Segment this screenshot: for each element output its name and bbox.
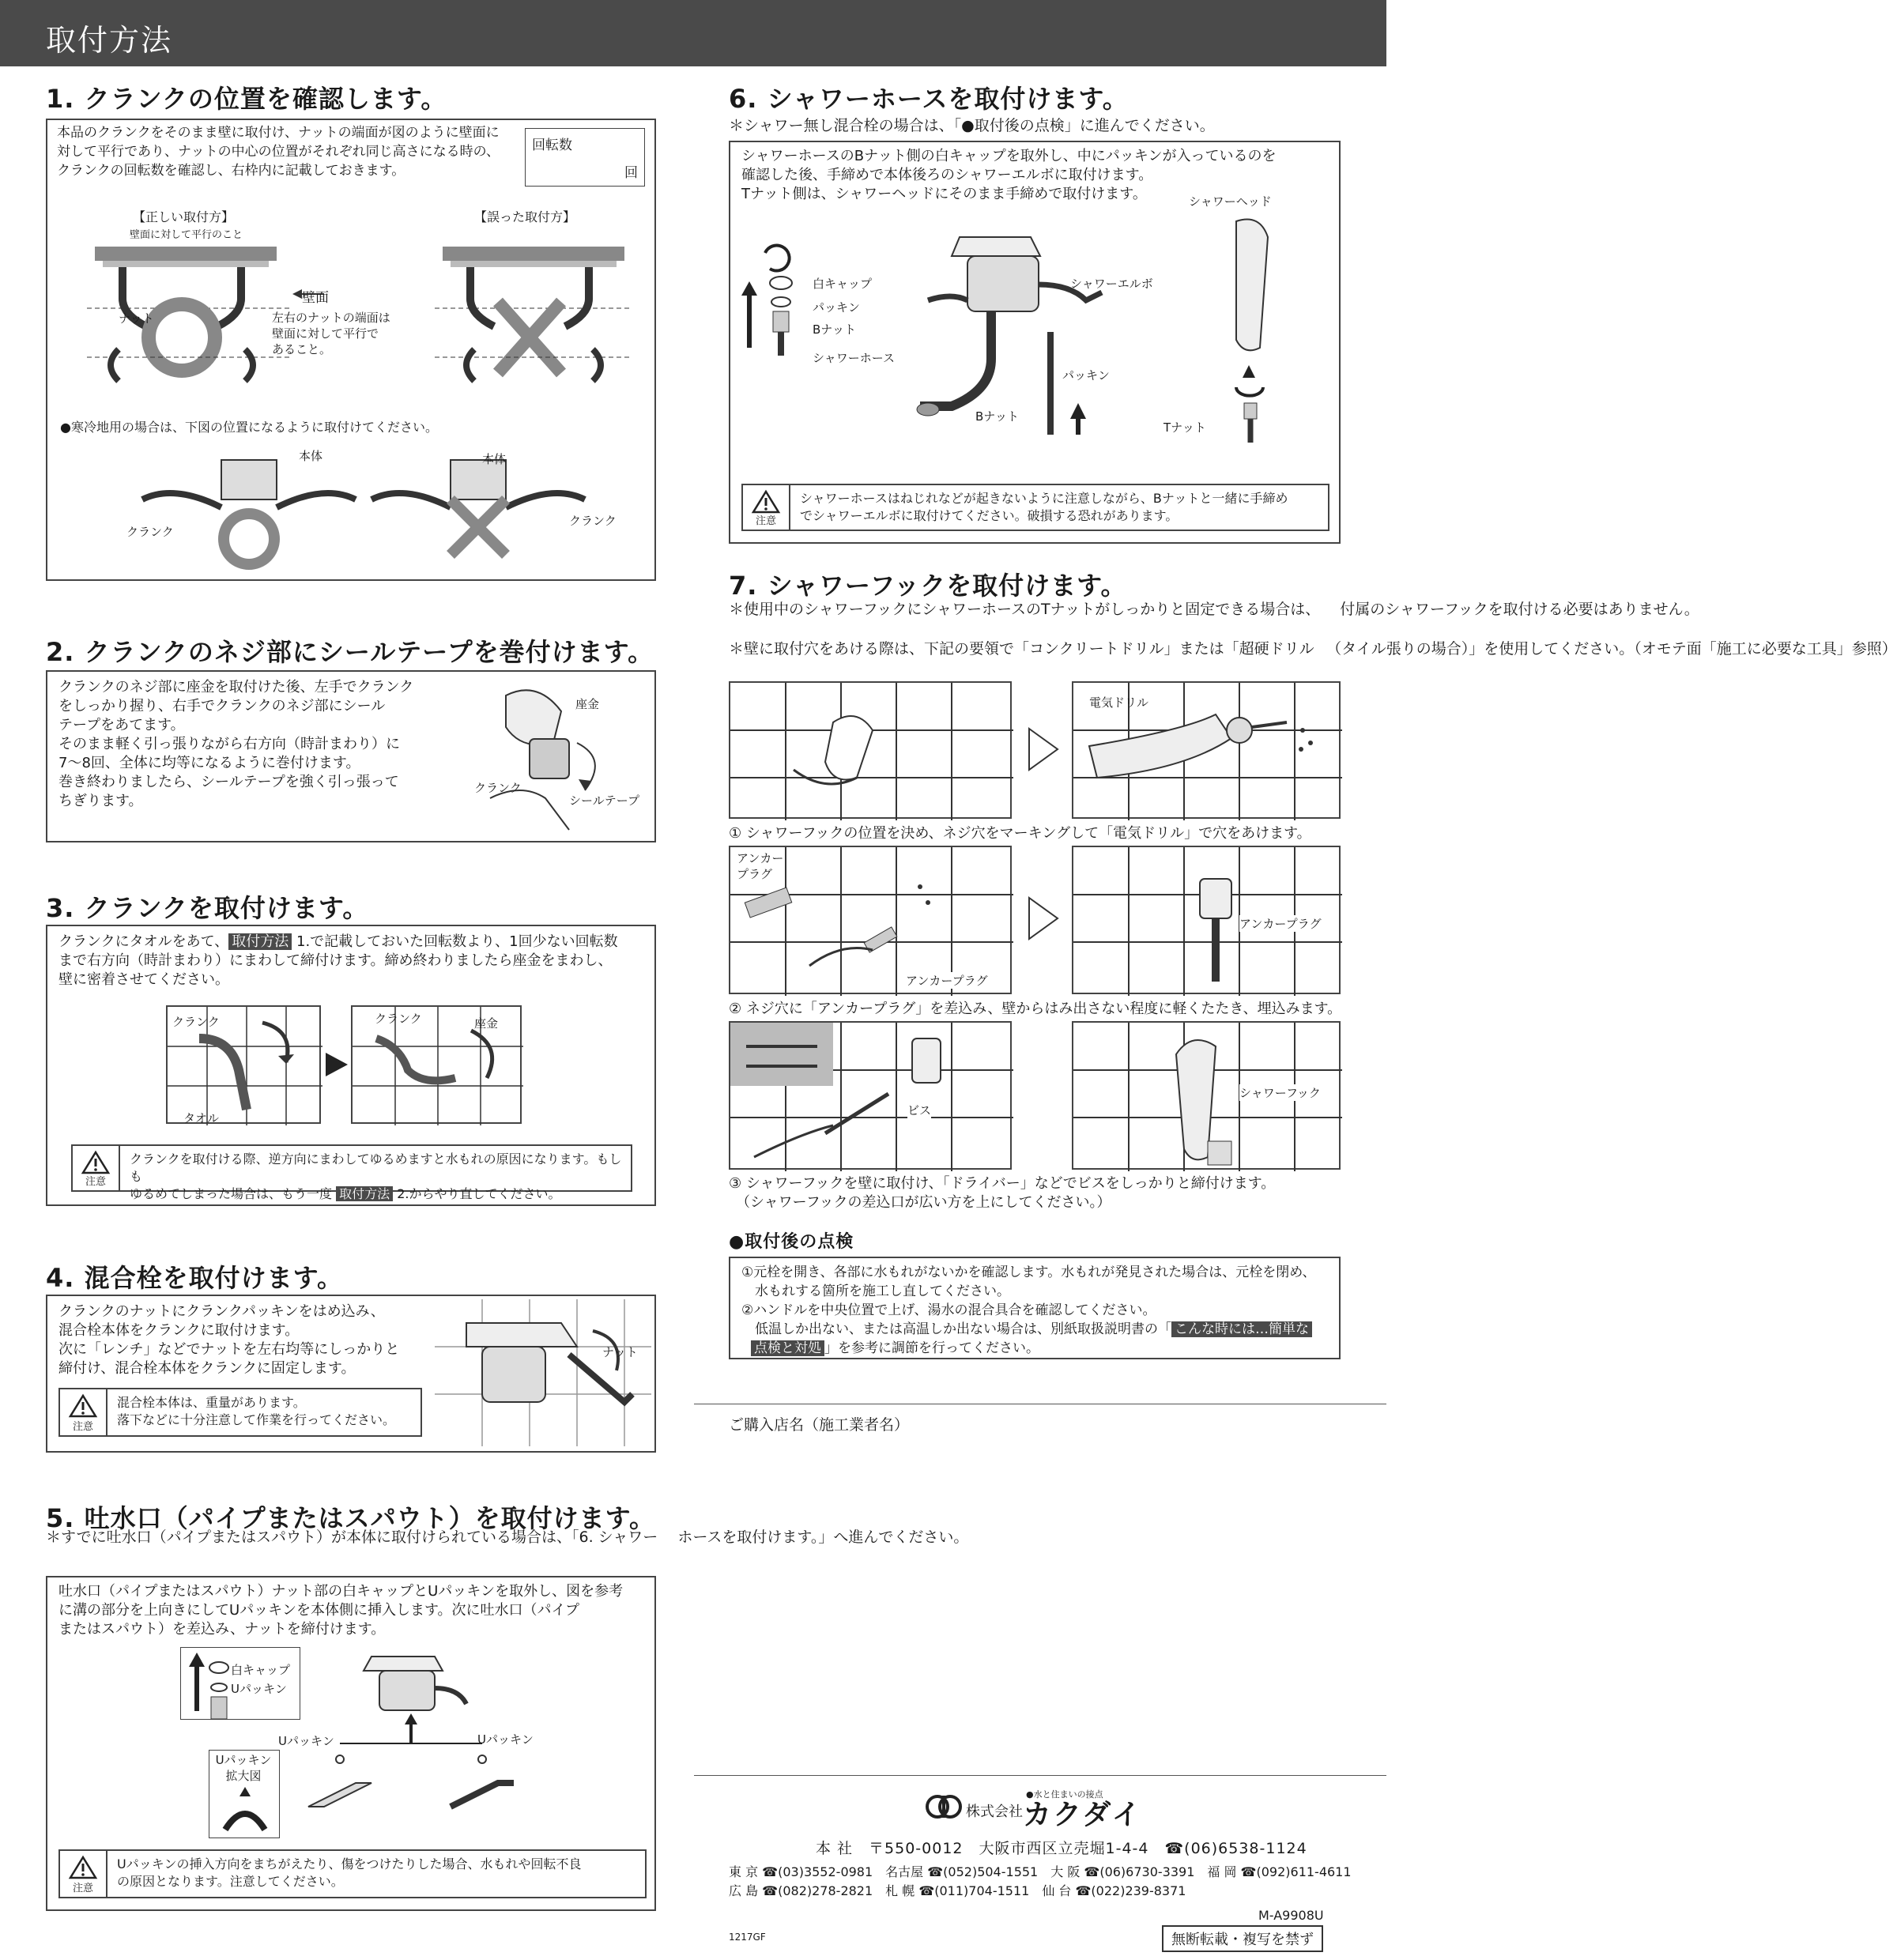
section-4-box <box>46 1295 656 1453</box>
section-4-warning-text: 混合栓本体は、重量があります。 落下などに十分注意して作業を行ってください。 <box>117 1395 396 1427</box>
step3-caption: ③ シャワーフックを壁に取付け、「ドライバー」などでビスをしっかりと締付けます。 （シャワーフックの差込口が広い方を上にしてください。） <box>729 1175 1276 1211</box>
headquarters-address: 本 社 〒550-0012 大阪市西区立売堀1-4-4 ☎(06)6538-1124 <box>816 1840 1307 1857</box>
step2-photo-anchor <box>729 846 1012 994</box>
anchor-plug-label-b: アンカープラグ <box>906 974 988 988</box>
page-title: 取付方法 <box>46 23 173 58</box>
packing-label-6b: パッキン <box>1062 368 1110 383</box>
section-4-body: クランクのナットにクランクパッキンをはめ込み、 混合栓本体をクランクに取付けます。 次に「レンチ」などでナットを左右均等にしっかりと 締付け、混合栓本体をクランクに固定します。 <box>58 1303 400 1377</box>
document-code: M-A9908U <box>1258 1908 1324 1923</box>
shower-hose-label: シャワーホース <box>813 351 895 365</box>
shower-head-illustration <box>1205 213 1299 443</box>
section-5-body: 吐水口（パイプまたはスパウト）ナット部の白キャップとUパッキンを取外し、図を参考 に溝の部分を上向きにしてUパッキンを本体側に挿入します。次に吐水口（パイプ またはスパウト）を差込み、ナットを締付けます。 <box>58 1583 624 1638</box>
check-highlight-2: 点検と対処 <box>751 1340 824 1356</box>
section-1-body: 本品のクランクをそのまま壁に取付け、ナットの端面が図のように壁面に 対して平行であり、ナットの中心の位置がそれぞれ同じ高さになる時の、 クランクの回転数を確認し、右枠内に記載しておきます。 <box>57 125 500 179</box>
kakudai-logo-icon <box>926 1791 961 1822</box>
section-7-title: 7. シャワーフックを取付けます。 <box>729 571 1127 601</box>
section-5-note: ＊すでに吐水口（パイプまたはスパウト）が本体に取付けられている場合は、「6. シャワー ホースを取付けます。」へ進んでください。 <box>46 1528 969 1546</box>
washer-label-3: 座金 <box>474 1016 499 1031</box>
section-3-body-b: 1.で記載しておいた回転数より、1回少ない回転数 <box>292 933 618 950</box>
body-label-1: 本体 <box>299 449 323 463</box>
rotation-count-label: 回転数 <box>532 138 572 153</box>
step3-photo-screw <box>729 1021 1012 1170</box>
section-5-warning <box>58 1849 647 1898</box>
seal-tape-illustration <box>474 680 648 838</box>
branch-row-1: 東 京 ☎(03)3552-0981 名古屋 ☎(052)504-1551 大 阪 ☎(06)6730-3391 福 岡 ☎(092)611-4611 <box>729 1864 1352 1879</box>
section-4-title: 4. 混合栓を取付けます。 <box>46 1263 344 1293</box>
section-6-box <box>729 141 1341 544</box>
b-nut-label-6b: Bナット <box>975 409 1019 424</box>
drill-label: 電気ドリル <box>1089 695 1149 710</box>
warning-icon <box>743 485 790 530</box>
section-3-highlight: 取付方法 <box>228 933 292 950</box>
check-highlight-1: こんな時には…簡単な <box>1171 1321 1312 1337</box>
page-header <box>0 0 1386 66</box>
company-name-prefix: 株式会社 <box>966 1804 1023 1820</box>
section-5-title: 5. 吐水口（パイプまたはスパウト）を取付けます。 <box>46 1503 656 1533</box>
check-box <box>729 1257 1341 1359</box>
u-packing-label-3: Uパッキン <box>477 1732 534 1747</box>
warning-highlight: 取付方法 <box>336 1186 393 1201</box>
crank-label-2: クランク <box>569 514 617 528</box>
step1-photo-marking <box>729 681 1012 819</box>
section-6-title: 6. シャワーホースを取付けます。 <box>729 84 1129 114</box>
warning-text-b: 2.からやり直してください。 <box>393 1186 561 1201</box>
washer-label: 座金 <box>575 697 600 711</box>
crank-label-a: クランク <box>172 1015 220 1029</box>
warning-label: 注意 <box>72 1421 93 1433</box>
cold-region-note: ●寒冷地用の場合は、下図の位置になるように取付けてください。 <box>60 420 438 435</box>
u-packing-zoom-label: Uパッキン 拡大図 <box>215 1753 272 1783</box>
arrow-right-icon <box>1028 896 1059 940</box>
section-2-title: 2. クランクのネジ部にシールテープを巻付けます。 <box>46 637 654 667</box>
check-body <box>741 1263 1333 1358</box>
wall-label: 壁面 <box>302 290 329 306</box>
hose-parts-illustration <box>741 237 852 356</box>
section-6-note: ＊シャワー無し混合栓の場合は、「●取付後の点検」に進んでください。 <box>729 117 1215 134</box>
spout-install-illustration <box>308 1641 545 1815</box>
section-1-box <box>46 119 656 581</box>
section-1-title: 1. クランクの位置を確認します。 <box>46 84 447 114</box>
warning-label: 注意 <box>755 515 776 527</box>
t-nut-label: Tナット <box>1163 420 1206 435</box>
crank-label-1: クランク <box>126 525 174 539</box>
company-tagline: ●水と住まいの接点 <box>1026 1789 1103 1800</box>
section-3-body-c: まで右方向（時計まわり）にまわして締付けます。締め終わりましたら座金をまわし、 壁に密着させてください。 <box>58 952 613 988</box>
section-3-title: 3. クランクを取付けます。 <box>46 893 369 923</box>
warning-icon <box>60 1851 107 1897</box>
step3-photo-hook <box>1072 1021 1341 1170</box>
crank-label-b: クランク <box>375 1012 422 1026</box>
cold-region-illustration <box>126 452 601 571</box>
section-3-warning <box>71 1144 632 1201</box>
warning-label: 注意 <box>85 1176 106 1188</box>
section-6-warning-text: シャワーホースはねじれなどが起きないように注意しながら、Bナットと一緒に手締め でシャワーエルボに取付けてください。破損する恐れがあります。 <box>800 491 1288 523</box>
correct-method-sub: 壁面に対して平行のこと <box>130 229 243 241</box>
wall-parallel-note: 左右のナットの端面は 壁面に対して平行で あること。 <box>272 311 390 356</box>
mixer-install-photo <box>435 1299 651 1446</box>
section-4-warning <box>58 1388 422 1437</box>
rotation-count-box <box>525 128 645 187</box>
section-3-warning-text <box>130 1151 623 1203</box>
section-3-body <box>58 933 647 989</box>
check-title: ●取付後の点検 <box>729 1232 854 1252</box>
warning-text-a: クランクを取付ける際、逆方向にまわしてゆるめますと水もれの原因になります。もしも ゆるめてしまった場合は、もう一度 <box>130 1152 622 1201</box>
nut-label: ナット <box>119 311 154 326</box>
step2-caption: ② ネジ穴に「アンカープラグ」を差込み、壁からはみ出さない程度に軽くたたき、埋込みます。 <box>729 1001 1342 1017</box>
step1-caption: ① シャワーフックの位置を決め、ネジ穴をマーキングして「電気ドリル」で穴をあけます。 <box>729 825 1311 842</box>
section-5-warning-text: Uパッキンの挿入方向をまちがえたり、傷をつけたりした場合、水もれや回転不良 の原因となります。注意してください。 <box>117 1856 582 1889</box>
company-name: カクダイ <box>1023 1799 1142 1831</box>
section-7-note-2: ＊壁に取付穴をあける際は、下記の要領で「コンクリートドリル」または「超硬ドリル （タイル張りの場合）」を使用してください。（オモテ面「施工に必要な工具」参照） <box>729 640 1897 658</box>
section-6-warning <box>741 484 1329 531</box>
step2-photo-hammer <box>1072 846 1341 994</box>
divider-bottom <box>694 1775 1386 1776</box>
shower-head-label: シャワーヘッド <box>1189 194 1272 209</box>
section-3-body-a: クランクにタオルをあて、 <box>58 933 229 950</box>
arrow-right-icon <box>1028 727 1059 771</box>
nut-label-4: ナット <box>602 1345 638 1359</box>
correct-method-label: 【正しい取付方】 <box>133 209 235 224</box>
u-packing-label-2: Uパッキン <box>278 1734 334 1748</box>
company-logo <box>926 1788 1195 1831</box>
check-body-a: ①元栓を開き、各部に水もれがないかを確認します。水もれが発見された場合は、元栓を閉め、 水もれする箇所を施工し直してください。 ②ハンドルを中央位置で上げ、湯水の混合具合を確認してください。 低温しか出ない、または高温しか出ない場合は、別紙取扱説明書の「 <box>741 1265 1316 1337</box>
check-body-b: 」を参考に調節を行ってください。 <box>824 1340 1039 1356</box>
u-packing-label-1: Uパッキン <box>231 1682 287 1696</box>
seal-tape-label: シールテープ <box>569 793 639 808</box>
white-cap-label-6: 白キャップ <box>813 277 873 291</box>
warning-label: 注意 <box>72 1883 93 1894</box>
copyright-notice: 無断転載・複写を禁ず <box>1162 1925 1323 1952</box>
b-nut-label-6: Bナット <box>813 322 856 337</box>
arrow-right-icon <box>326 1053 348 1076</box>
towel-label: タオル <box>183 1111 220 1125</box>
body-label-2: 本体 <box>482 452 507 466</box>
warning-icon <box>60 1389 107 1435</box>
section-2-box <box>46 670 656 842</box>
section-2-body: クランクのネジ部に座金を取付けた後、左手でクランク をしっかり握り、右手でクランクのネジ部にシール テープをあてます。 そのまま軽く引っ張りながら右方向（時計まわり）に 7～8回、全体に均等になるように巻付けます。 巻き終わりましたら、シールテープを強く引っ張って ちぎります。 <box>58 679 414 809</box>
packing-label-6: パッキン <box>813 300 860 315</box>
shower-elbow-illustration <box>912 229 1212 435</box>
crank-label: クランク <box>474 781 522 795</box>
shower-hook-label: シャワーフック <box>1239 1086 1321 1100</box>
section-5-box <box>46 1576 656 1911</box>
print-date-code: 1217GF <box>729 1932 766 1943</box>
section-6-body: シャワーホースのBナット側の白キャップを取外し、中にパッキンが入っているのを 確認した後、手締めで本体後ろのシャワーエルボに取付けます。 Tナット側は、シャワーヘッドにそのまま手締めで取付けます。 <box>741 148 1277 202</box>
anchor-plug-label-a: アンカー プラグ <box>737 851 784 881</box>
step1-photo-drilling <box>1072 681 1341 819</box>
warning-icon <box>73 1146 120 1190</box>
shower-elbow-label: シャワーエルボ <box>1070 277 1153 291</box>
screw-label: ビス <box>907 1103 932 1118</box>
u-packing-zoom-frame <box>209 1750 280 1838</box>
rotation-count-unit: 回 <box>624 165 638 181</box>
white-cap-label: 白キャップ <box>231 1663 291 1677</box>
anchor-plug-label-c: アンカープラグ <box>1239 917 1322 931</box>
branch-row-2: 広 島 ☎(082)278-2821 札 幌 ☎(011)704-1511 仙 台 ☎(022)239-8371 <box>729 1883 1186 1898</box>
section-7-note-1: ＊使用中のシャワーフックにシャワーホースのTナットがしっかりと固定できる場合は、 付属のシャワーフックを取付ける必要はありません。 <box>729 601 1699 618</box>
section-3-box <box>46 925 656 1206</box>
wrong-method-label: 【誤った取付方】 <box>474 209 576 224</box>
shop-name-label: ご購入店名（施工業者名） <box>729 1416 910 1434</box>
